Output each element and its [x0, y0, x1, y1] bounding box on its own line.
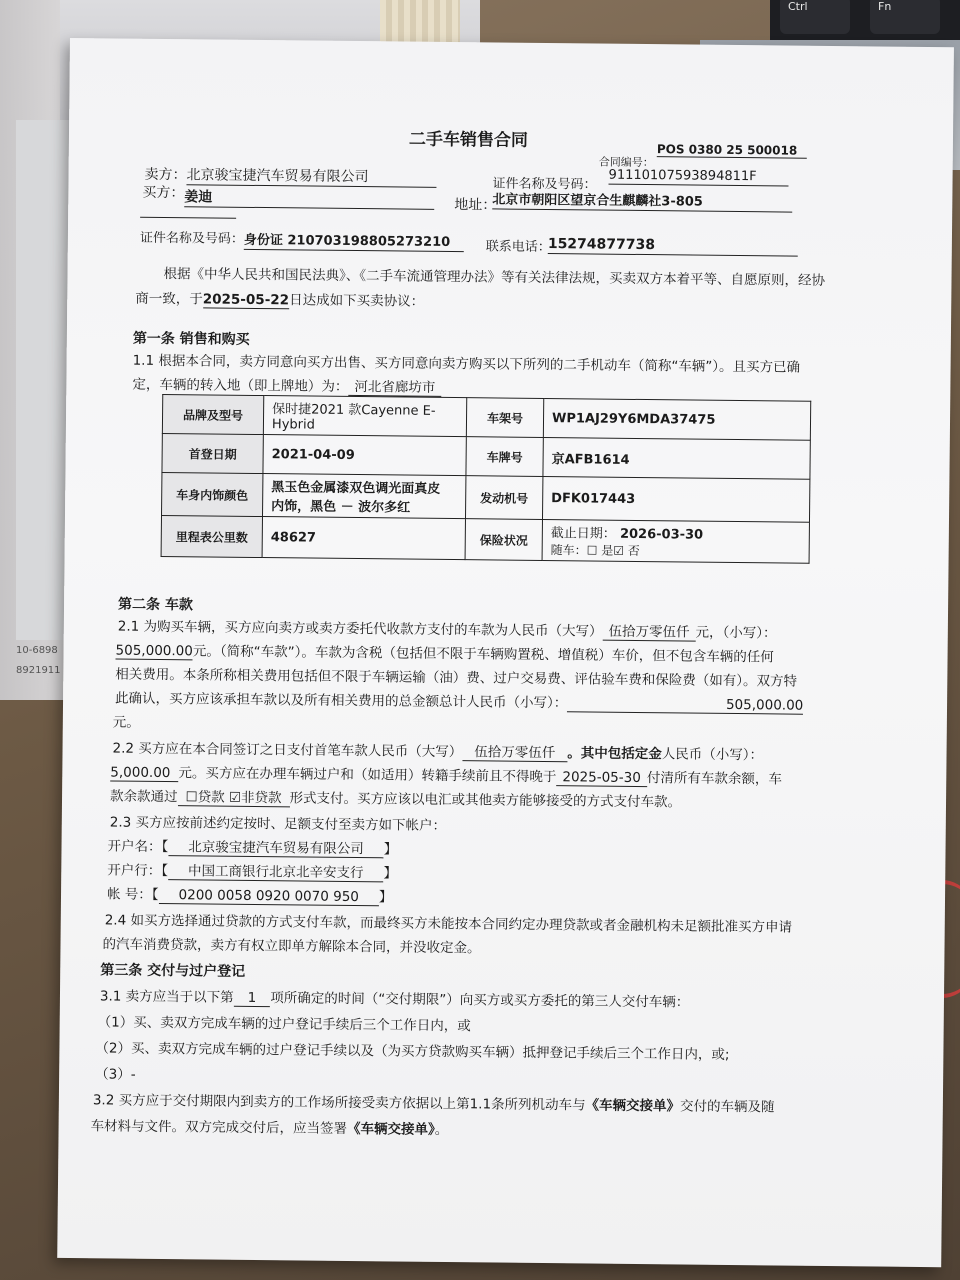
clause-3-2-line-2: 车材料与文件。双方完成交付后，应当签署《车辆交接单》。 [90, 1118, 449, 1139]
address-label: 地址： [454, 197, 497, 214]
buyer-id-label: 证件名称及号码： [139, 230, 244, 247]
clause-2-4-line-1: 2.4 如买方选择通过贷款的方式支付车款，而最终买方未能按本合同约定办理贷款或者金融机构未足额批准买方申请 [104, 912, 793, 936]
fn-key: Fn [870, 0, 940, 34]
price-amount: 505,000.00 [115, 642, 193, 660]
article-2-title: 第二条 车款 [117, 596, 194, 614]
payment-deadline: 2025-05-30 [556, 769, 647, 787]
seller-id: 91110107593894811F [608, 168, 788, 186]
clause-2-1-line-4: 此确认，买方应该承担车款以及所有相关费用的总金额总计人民币（小写）： 505,000.00 [115, 690, 804, 714]
payment-method: ☐贷款 ☑非贷款 [177, 789, 289, 807]
account-bank-row: 开户行：【 中国工商银行北京北辛安支行 】 [107, 862, 398, 882]
table-row [162, 433, 810, 479]
buyer-address: 北京市朝阳区望京合生麒麟社3-805 [492, 192, 792, 212]
contract-page [57, 38, 954, 1267]
brand-value: 保时捷2021 款Cayenne E- Hybrid [263, 396, 466, 437]
delivery-item-number: 1 [234, 990, 271, 1007]
contract-no: POS 0380 25 500018 [657, 142, 807, 159]
clause-2-1-line-3: 相关费用。本条所称相关费用包括但不限于车辆运输（油）费、过户交易费、评估验车费和保险费（如有）。双方特 [115, 666, 798, 690]
seller-id-label: 证件名称及号码： [492, 176, 597, 193]
clause-2-3: 2.3 买方应按前述约定按时、足额支付至卖方如下帐户： [109, 814, 447, 834]
color-value: 黑玉色金属漆双色调光面真皮 内饰，黑色 － 波尔多红 [262, 474, 465, 519]
buyer-label: 买方： [142, 184, 185, 202]
brand-label: 品牌及型号 [162, 394, 263, 434]
vin-value: WP1AJ29Y6MDA37475 [543, 398, 810, 440]
ctrl-key: Ctrl [780, 0, 850, 34]
seller-name: 北京骏宝捷汽车贸易有限公司 [186, 167, 436, 187]
underlying-text: 10-6898 [16, 645, 58, 656]
table-row [162, 472, 810, 522]
clause-2-2-line-2: 5,000.00 元。买方应在办理车辆过户和（如适用）转籍手续前且不得晚于 2025-05-30 付清所有车款余额，车 [110, 764, 782, 788]
buyer-phone: 15274877738 [548, 236, 798, 256]
deposit-amount: 5,000.00 [110, 764, 178, 782]
clause-2-2-line-1: 2.2 买方应在本合同签订之日支付首笔车款人民币（大写） 伍拾万零伍仟 。其中包括定金人民币（小写）： [112, 740, 764, 764]
intro-line-2: 商一致，于2025-05-22日达成如下买卖协议： [135, 290, 425, 310]
buyer-id: 身份证 210703198805273210 [244, 233, 464, 252]
buyer-name: 姜迪 [184, 189, 434, 209]
reg-date-label: 首登日期 [162, 433, 263, 473]
clause-2-1-line-1: 2.1 为购买车辆，买方应向卖方或卖方委托代收款方支付的车款为人民币（大写） 伍拾万零伍仟 元，（小写）： [117, 618, 777, 642]
plate-value: 京AFB1614 [543, 437, 810, 479]
total-amount: 505,000.00 [567, 695, 803, 715]
engine-label: 发动机号 [465, 476, 542, 520]
article-3-title: 第三条 交付与过户登记 [100, 962, 246, 980]
mileage-label: 里程表公里数 [161, 515, 262, 557]
keyboard [770, 0, 960, 40]
account-bank: 中国工商银行北京北辛安支行 [168, 863, 384, 882]
clause-2-2-line-3: 款余款通过 ☐贷款 ☑非贷款 形式支付。买方应该以电汇或其他卖方能够接受的方式支付车款。 [109, 788, 682, 811]
account-number-row: 帐 号：【 0200 0058 0920 0070 950 】 [106, 886, 393, 906]
account-name-row: 开户名：【 北京骏宝捷汽车贸易有限公司 】 [107, 838, 398, 858]
transfer-place: 河北省廊坊市 [348, 379, 441, 397]
clause-3-1-option-2: （2）买、卖双方完成车辆的过户登记手续以及（为买方贷款购买车辆）抵押登记手续后三个工作日内，或; [95, 1040, 730, 1063]
clause-2-4-line-2: 的汽车消费贷款，卖方有权立即单方解除本合同，并没收定金。 [102, 936, 481, 957]
reg-date-value: 2021-04-09 [263, 435, 466, 476]
clause-3-1-option-3: （3）- [95, 1066, 136, 1083]
engine-value: DFK017443 [542, 476, 809, 522]
table-row [162, 394, 810, 440]
clause-3-2-line-1: 3.2 买方应于交付期限内到卖方的工作场所接受卖方依据以上第1.1条所列机动车与《车辆交接单》交付的车辆及随 [92, 1092, 775, 1116]
color-label: 车身内饰颜色 [162, 472, 263, 516]
contract-no-label: 合同编号： [598, 155, 654, 170]
article-1-title: 第一条 销售和购买 [132, 330, 250, 348]
clause-3-1-option-1: （1）买、卖双方完成车辆的过户登记手续后三个工作日内，或 [97, 1014, 471, 1035]
account-number: 0200 0058 0920 0070 950 [158, 887, 379, 906]
price-in-words: 伍拾万零伍仟 [602, 624, 695, 642]
vehicle-info-table [161, 394, 812, 564]
agreement-date: 2025-05-22 [202, 291, 290, 309]
clause-2-1-line-5: 元。 [112, 714, 140, 731]
seller-label: 卖方： [144, 166, 187, 184]
plate-label: 车牌号 [466, 437, 543, 477]
account-name: 北京骏宝捷汽车贸易有限公司 [168, 839, 384, 858]
clause-1-1-line-2: 定，车辆的转入地（即上牌地）为： 河北省廊坊市 [132, 377, 441, 396]
first-payment-in-words: 伍拾万零伍仟 [462, 744, 567, 762]
vin-label: 车架号 [466, 398, 543, 438]
intro-line-1: 根据《中华人民共和国民法典》、《二手车流通管理办法》等有关法律法规，买卖双方本着平等、自愿原则，经协 [163, 265, 826, 289]
mileage-value: 48627 [262, 517, 465, 560]
address-continuation-line [140, 217, 236, 219]
phone-label: 联系电话： [485, 239, 551, 256]
clause-3-1-line-1: 3.1 卖方应当于以下第 1 项所确定的时间（“交付期限”）向买方或买方委托的第三人交付车辆： [99, 988, 690, 1011]
underlying-text: 8921911 [16, 665, 61, 676]
insurance-label: 保险状况 [465, 519, 542, 561]
insurance-value: 截止日期： 2026-03-30 随车：☐ 是☑ 否 [542, 519, 809, 563]
table-row [161, 515, 809, 563]
page-title: 二手车销售合同 [408, 129, 529, 151]
clause-1-1-line-1: 1.1 根据本合同，卖方同意向买方出售、买方同意向卖方购买以下所列的二手机动车（简称“车辆”）。且买方已确 [132, 352, 801, 376]
clause-2-1-line-2: 505,000.00元。（简称“车款”）。车款为含税（包括但不限于车辆购置税、增值税）车价，但不包含车辆的任何 [115, 642, 774, 666]
